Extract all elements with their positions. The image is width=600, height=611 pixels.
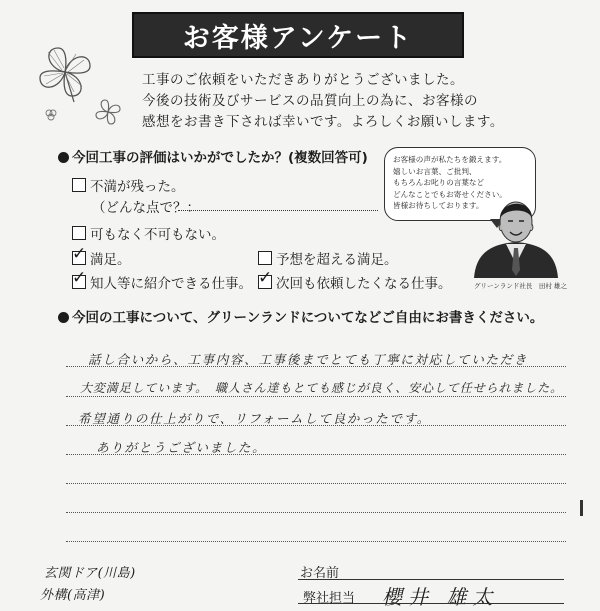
option-beyond-expectations[interactable] <box>258 248 398 268</box>
name-label: お名前 <box>300 566 340 581</box>
checkbox-request-again[interactable] <box>258 268 273 289</box>
check-mark-icon: ✓ <box>258 268 273 288</box>
handwritten-memo: 外構(高津) <box>40 588 106 603</box>
question-1-heading <box>58 146 368 166</box>
survey-title: お客様アンケート <box>132 12 464 58</box>
small-clover-illustration <box>92 96 124 128</box>
bubble-line: どんなことでもお寄せください。 <box>393 189 507 199</box>
check-mark-icon: ✓ <box>72 244 87 264</box>
option-label: 次回も依頼したくなる仕事。 <box>276 276 452 292</box>
checkbox-unsatisfied[interactable] <box>72 178 86 192</box>
staff-label: 弊社担当 <box>303 591 356 606</box>
bubble-line: もちろんお叱りの言葉など <box>393 178 485 187</box>
answer-rule <box>66 512 566 513</box>
answer-rule <box>66 541 566 542</box>
option-label: 満足。 <box>90 252 131 268</box>
option-unsatisfied[interactable] <box>72 175 185 195</box>
staff-field-rule <box>298 603 564 604</box>
option-satisfied[interactable] <box>72 244 131 268</box>
checkbox-satisfied[interactable] <box>72 244 87 265</box>
tiny-clover-illustration <box>44 108 58 122</box>
checkbox-beyond-expectations[interactable] <box>258 251 272 265</box>
option-neutral[interactable] <box>72 223 225 243</box>
question-2-text: 今回の工事について、グリーンランドについてなどご自由にお書きください。 <box>72 310 544 326</box>
president-portrait <box>470 190 562 278</box>
check-mark-icon: ✓ <box>72 268 87 288</box>
intro-line: 今後の技術及びサービスの品質向上の為に、お客様の <box>142 93 478 109</box>
clover-illustration <box>34 42 96 104</box>
detail-prompt: （どんな点で？： <box>92 200 200 216</box>
intro-line: 工事のご依頼をいただきありがとうございました。 <box>142 72 464 88</box>
question-2-heading <box>58 306 543 326</box>
answer-line: 話し合いから、工事内容、工事後までとても丁寧に対応していただき <box>88 352 529 367</box>
answer-line: 大変満足しています。 職人さん達もとても感じが良く、安心して任せられました。 <box>80 381 564 395</box>
option-request-again[interactable] <box>258 268 452 292</box>
bullet-icon <box>58 152 69 163</box>
option-label: 可もなく不可もない。 <box>90 227 225 243</box>
staff-name: 櫻井 雄太 <box>382 585 499 609</box>
intro-text <box>142 70 504 133</box>
checkbox-recommendable[interactable] <box>72 268 87 289</box>
question-1-text: 今回工事の評価はいかがでしたか？(複数回答可) <box>72 150 368 166</box>
bubble-line: 皆様お待ちしております。 <box>393 201 484 210</box>
intro-line: 感想をお書き下されば幸いです。よろしくお願いします。 <box>142 114 504 130</box>
option-label: 予想を超える満足。 <box>276 252 398 268</box>
answer-line: ありがとうございました。 <box>96 440 267 455</box>
option-label: 不満が残った。 <box>90 179 185 195</box>
handwritten-memo: 玄関ドア(川島) <box>44 566 136 581</box>
portrait-caption: グリーンランド社長 田村 雄之 <box>474 282 567 290</box>
edge-mark <box>580 500 583 516</box>
name-field[interactable] <box>298 579 564 580</box>
detail-answer-line[interactable] <box>178 210 378 211</box>
bubble-line: 嬉しいお言葉、ご批判、 <box>393 166 477 176</box>
answer-line: 希望通りの仕上がりで、リフォームして良かったです。 <box>78 411 431 426</box>
bubble-line: お客様の声が私たちを鍛えます。 <box>393 155 507 164</box>
bullet-icon <box>58 312 69 323</box>
option-label: 知人等に紹介できる仕事。 <box>90 276 252 292</box>
option-recommendable[interactable] <box>72 268 252 292</box>
checkbox-neutral[interactable] <box>72 226 86 240</box>
answer-rule <box>66 483 566 484</box>
answer-rule <box>66 396 566 397</box>
